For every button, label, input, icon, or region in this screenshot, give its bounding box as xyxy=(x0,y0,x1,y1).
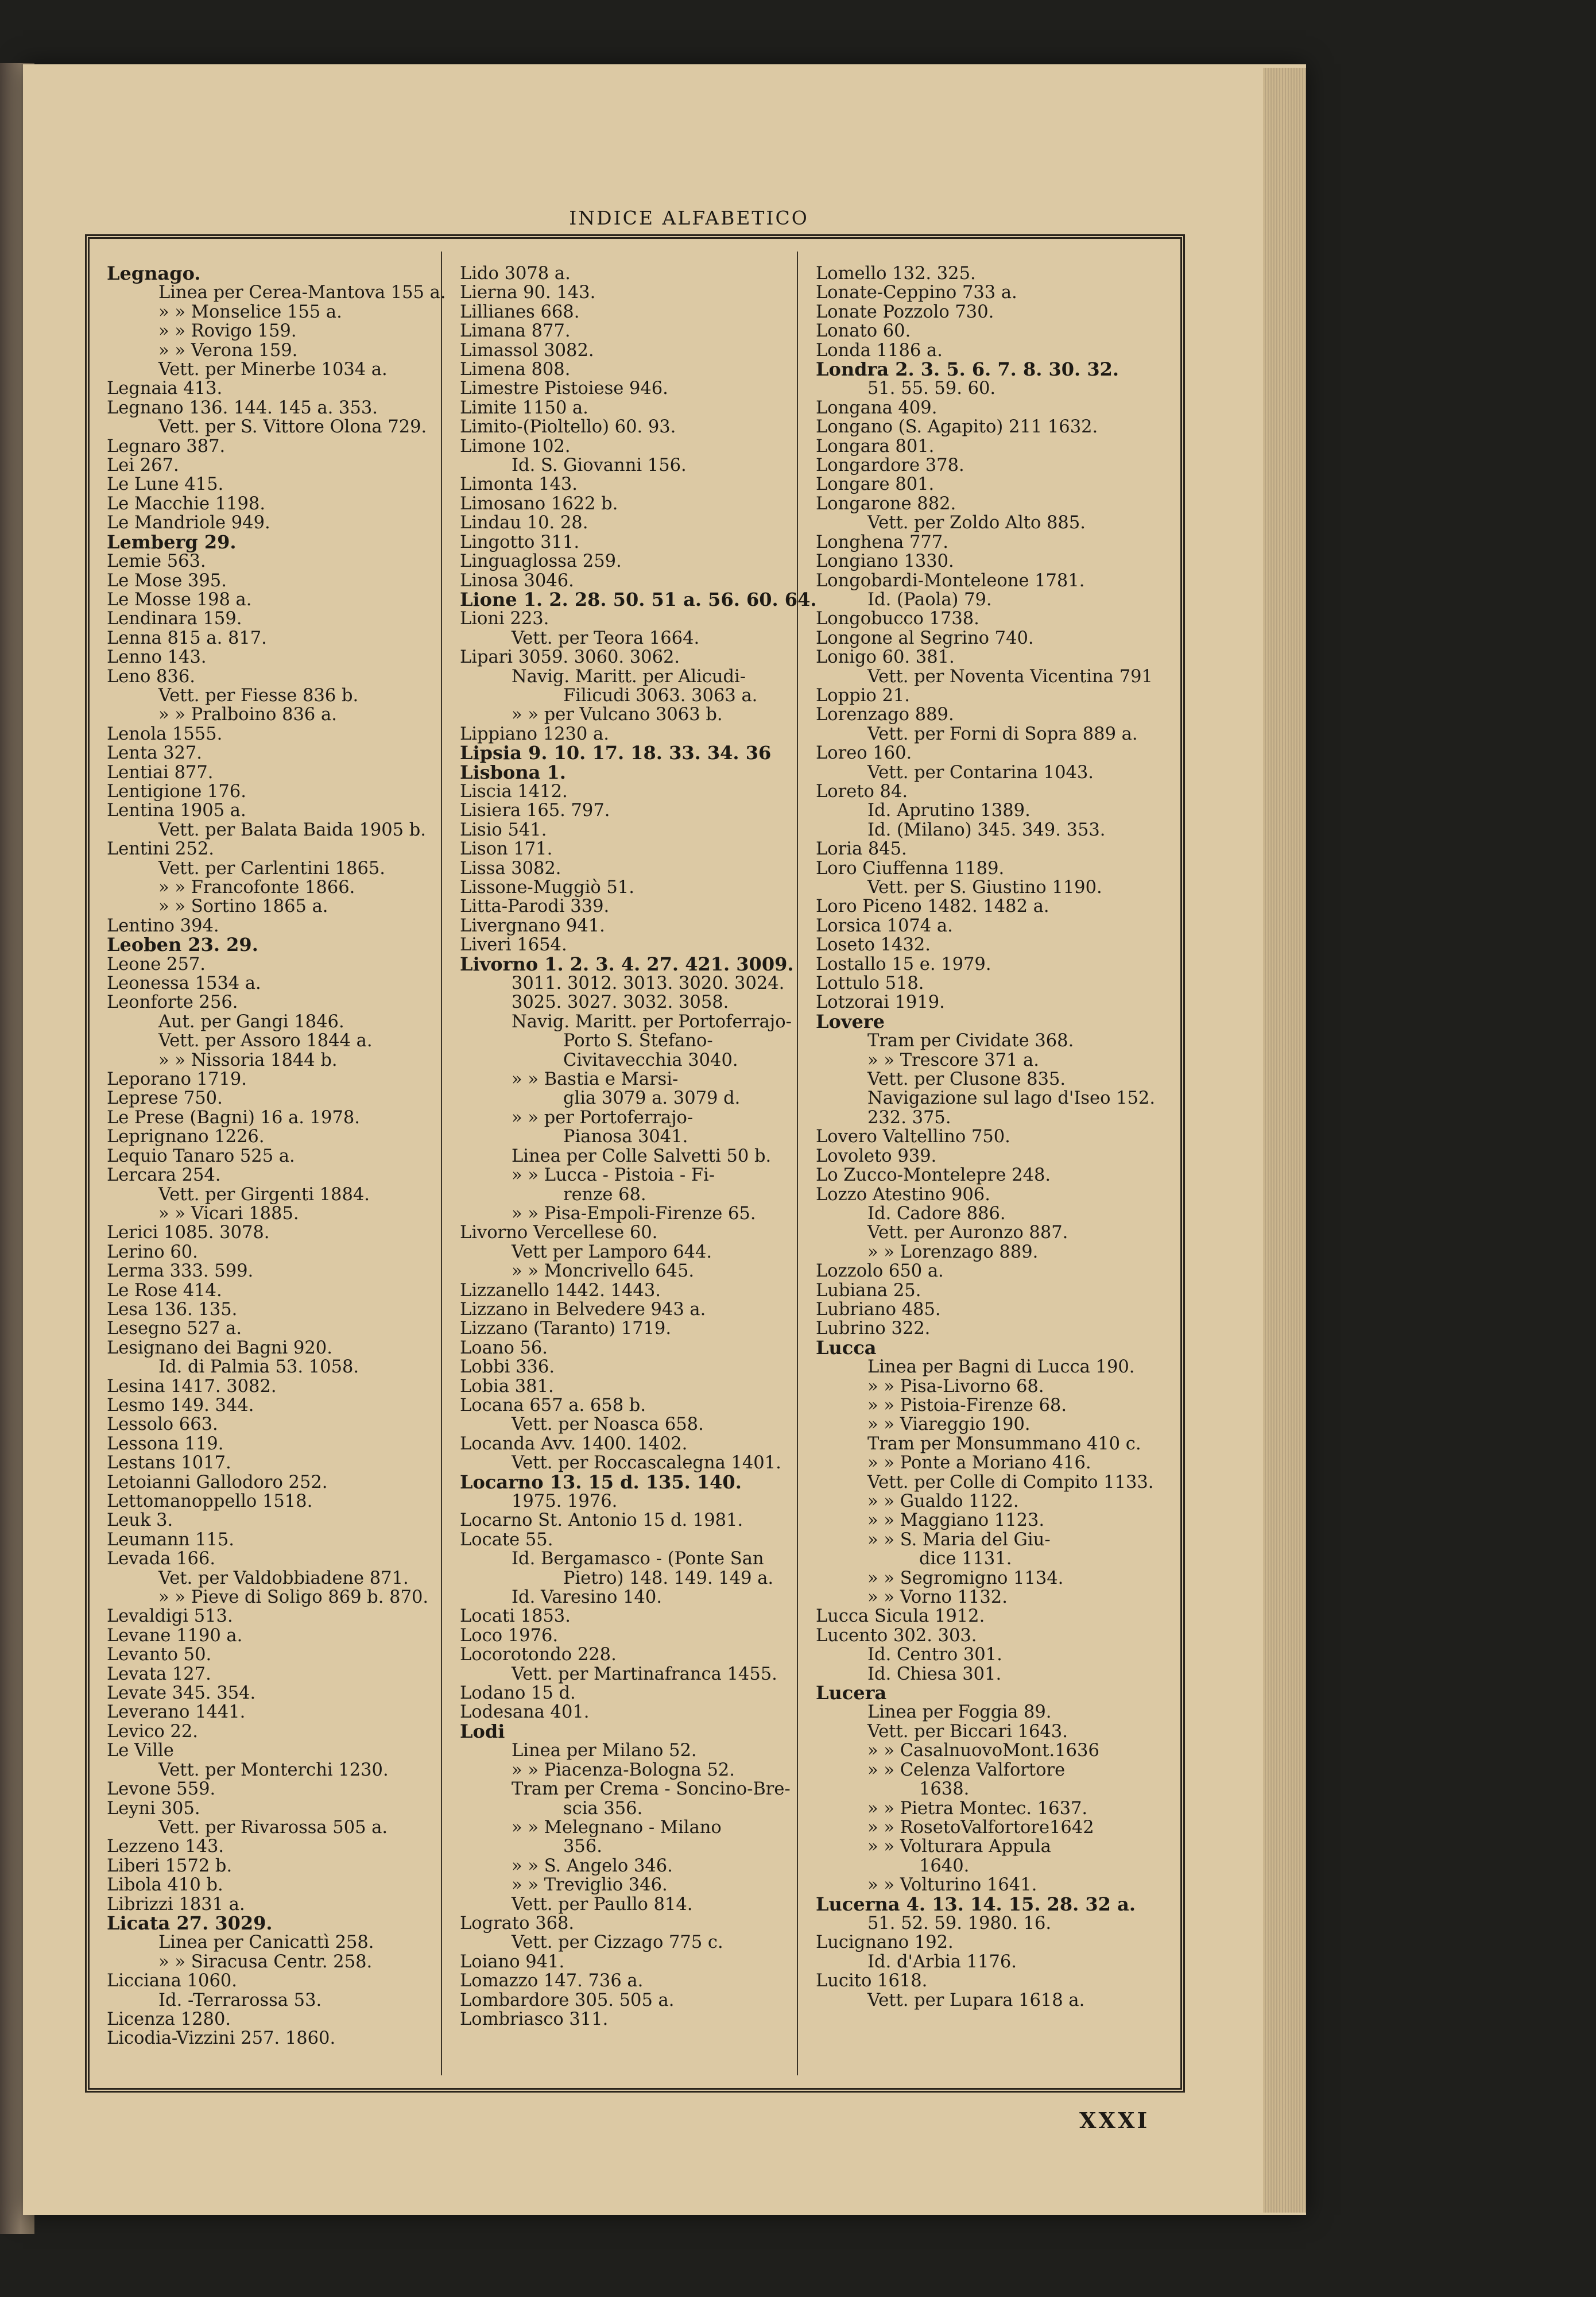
index-entry: Vett. per Zoldo Alto 885. xyxy=(867,513,1086,533)
index-entry: Linea per Milano 52. xyxy=(512,1741,697,1761)
index-entry: Legnaia 413. xyxy=(107,378,223,399)
page-number: XXXI xyxy=(1079,2107,1150,2133)
index-entry: Lostallo 15 e. 1979. xyxy=(816,954,991,975)
index-entry: Lestans 1017. xyxy=(107,1453,231,1474)
index-headword: Leoben 23. 29. xyxy=(107,934,258,956)
index-entry: Lisio 541. xyxy=(460,819,547,840)
index-entry: Le Mosse 198 a. xyxy=(107,589,252,610)
index-entry: Locorotondo 228. xyxy=(460,1645,617,1665)
index-entry: Loro Ciuffenna 1189. xyxy=(816,858,1005,879)
index-entry: » » Volturino 1641. xyxy=(867,1875,1037,1896)
index-entry: Lesignano dei Bagni 920. xyxy=(107,1337,332,1358)
index-entry: Pianosa 3041. xyxy=(563,1127,688,1147)
index-entry: Vett. per Noventa Vicentina 791 xyxy=(867,666,1153,687)
index-entry: » » RosetoValfortore1642 xyxy=(867,1817,1094,1838)
index-headword: Lovere xyxy=(816,1010,885,1033)
index-entry: Longobucco 1738. xyxy=(816,609,979,629)
index-entry: Linea per Foggia 89. xyxy=(867,1702,1052,1723)
index-entry: Lingotto 311. xyxy=(460,532,580,552)
index-entry: Litta-Parodi 339. xyxy=(460,896,610,917)
index-entry: Lentiai 877. xyxy=(107,762,214,783)
index-entry: Loppio 21. xyxy=(816,685,910,706)
index-entry: Vett. per Biccari 1643. xyxy=(867,1721,1068,1742)
index-entry: Le Mandriole 949. xyxy=(107,513,270,533)
index-entry: Id. S. Giovanni 156. xyxy=(512,455,687,476)
index-entry: » » Siracusa Centr. 258. xyxy=(158,1951,373,1972)
index-entry: Libola 410 b. xyxy=(107,1875,223,1896)
index-entry: Lucca Sicula 1912. xyxy=(816,1606,985,1627)
index-entry: Le Lune 415. xyxy=(107,474,224,495)
index-entry: Leonforte 256. xyxy=(107,992,238,1013)
index-entry: Limosano 1622 b. xyxy=(460,493,618,514)
index-entry: » » Bastia e Marsi- xyxy=(512,1069,679,1090)
index-entry: Leprignano 1226. xyxy=(107,1127,265,1147)
index-entry: Licciana 1060. xyxy=(107,1971,237,1991)
index-entry: Vett. per Contarina 1043. xyxy=(867,762,1094,783)
index-entry: Longobardi-Monteleone 1781. xyxy=(816,570,1085,591)
index-entry: Lotzorai 1919. xyxy=(816,992,945,1013)
index-entry: Longare 801. xyxy=(816,474,935,495)
index-entry: Id. Aprutino 1389. xyxy=(867,801,1031,821)
index-entry: Vett. per Forni di Sopra 889 a. xyxy=(867,724,1138,744)
index-entry: Levada 166. xyxy=(107,1549,216,1569)
index-headword: Lucca xyxy=(816,1336,877,1359)
index-entry: Lierna 90. 143. xyxy=(460,283,596,303)
index-headword: Lucerna 4. 13. 14. 15. 28. 32 a. xyxy=(816,1893,1136,1915)
index-entry: » » Lucca - Pistoia - Fi- xyxy=(512,1165,715,1186)
index-entry: Lesa 136. 135. xyxy=(107,1299,238,1320)
index-entry: Lottulo 518. xyxy=(816,973,924,994)
index-entry: » » Pistoia-Firenze 68. xyxy=(867,1395,1067,1416)
index-entry: Lequio Tanaro 525 a. xyxy=(107,1146,295,1166)
index-entry: Limena 808. xyxy=(460,359,571,380)
index-entry: Lendinara 159. xyxy=(107,609,242,629)
index-entry: Navig. Maritt. per Alicudi- xyxy=(512,666,746,687)
index-entry: Lezzeno 143. xyxy=(107,1836,224,1857)
index-entry: Lo Zucco-Montelepre 248. xyxy=(816,1165,1051,1186)
index-entry: » » Francofonte 1866. xyxy=(158,877,355,898)
index-entry: Lodesana 401. xyxy=(460,1702,590,1723)
index-entry: Vett per Lamporo 644. xyxy=(512,1242,712,1262)
index-entry: Locati 1853. xyxy=(460,1606,571,1627)
index-entry: Le Macchie 1198. xyxy=(107,493,266,514)
index-entry: » » Pietra Montec. 1637. xyxy=(867,1798,1088,1819)
index-entry: Londa 1186 a. xyxy=(816,340,943,361)
index-entry: Vett. per Roccascalegna 1401. xyxy=(512,1453,781,1474)
index-entry: Liscia 1412. xyxy=(460,781,568,802)
index-entry: » » Nissoria 1844 b. xyxy=(158,1050,338,1070)
index-entry: Librizzi 1831 a. xyxy=(107,1894,245,1915)
index-entry: Lessolo 663. xyxy=(107,1414,218,1435)
index-entry: Locarno St. Antonio 15 d. 1981. xyxy=(460,1510,743,1531)
index-entry: Lesmo 149. 344. xyxy=(107,1395,254,1416)
index-entry: Limito-(Pioltello) 60. 93. xyxy=(460,417,676,438)
index-column-2 xyxy=(460,264,817,2029)
index-headword: Licata 27. 3029. xyxy=(107,1912,273,1934)
running-head: INDICE ALFABETICO xyxy=(569,207,809,229)
index-entry: » » Vicari 1885. xyxy=(158,1203,299,1224)
index-entry: Id. Centro 301. xyxy=(867,1645,1002,1665)
index-entry: Lentina 1905 a. xyxy=(107,801,246,821)
index-entry: » » per Vulcano 3063 b. xyxy=(512,705,723,725)
index-entry: Lovero Valtellino 750. xyxy=(816,1127,1010,1147)
index-headword: Lisbona 1. xyxy=(460,761,566,783)
index-entry: Lentino 394. xyxy=(107,915,219,936)
index-entry: Vett. per Fiesse 836 b. xyxy=(158,685,359,706)
index-entry: » » Pisa-Empoli-Firenze 65. xyxy=(512,1203,756,1224)
index-entry: » » Treviglio 346. xyxy=(512,1875,668,1896)
index-entry: Lissa 3082. xyxy=(460,858,561,879)
index-entry: Longano (S. Agapito) 211 1632. xyxy=(816,417,1098,438)
index-entry: Vett. per Auronzo 887. xyxy=(867,1223,1068,1243)
index-entry: Vett. per Colle di Compito 1133. xyxy=(867,1472,1154,1492)
index-headword: Lione 1. 2. 28. 50. 51 a. 56. 60. 64. xyxy=(460,588,817,610)
index-entry: Loreto 84. xyxy=(816,781,908,802)
index-entry: Vett. per Assoro 1844 a. xyxy=(158,1031,373,1051)
index-entry: Le Prese (Bagni) 16 a. 1978. xyxy=(107,1107,360,1128)
index-entry: » » Segromigno 1134. xyxy=(867,1568,1064,1588)
index-entry: Vett. per Monterchi 1230. xyxy=(158,1760,389,1780)
index-entry: Lenola 1555. xyxy=(107,724,223,744)
index-entry: Loco 1976. xyxy=(460,1625,559,1646)
index-entry: » » Ponte a Moriano 416. xyxy=(867,1453,1091,1474)
index-entry: Levaldigi 513. xyxy=(107,1606,233,1627)
index-entry: Lerici 1085. 3078. xyxy=(107,1223,270,1243)
index-entry: Vett. per Carlentini 1865. xyxy=(158,858,385,879)
index-entry: Lentini 252. xyxy=(107,839,214,860)
index-entry: Lippiano 1230 a. xyxy=(460,724,609,744)
index-entry: Lessona 119. xyxy=(107,1433,224,1454)
index-entry: Lucito 1618. xyxy=(816,1971,928,1991)
index-entry: Lizzanello 1442. 1443. xyxy=(460,1280,661,1301)
index-entry: Vett. per Martinafranca 1455. xyxy=(512,1664,777,1684)
index-entry: Porto S. Stefano- xyxy=(563,1031,713,1051)
page-stack-edge xyxy=(1263,68,1306,2213)
index-entry: » » Monselice 155 a. xyxy=(158,301,342,322)
index-entry: Lei 267. xyxy=(107,455,179,476)
index-entry: » » per Portoferrajo- xyxy=(512,1107,694,1128)
index-entry: Longone al Segrino 740. xyxy=(816,628,1034,648)
index-entry: Lissone-Muggiò 51. xyxy=(460,877,634,898)
index-entry: Limana 877. xyxy=(460,321,571,342)
index-entry: Aut. per Gangi 1846. xyxy=(158,1011,344,1032)
index-entry: » » S. Angelo 346. xyxy=(512,1855,673,1876)
index-entry: Locate 55. xyxy=(460,1529,553,1550)
index-entry: » » Pralboino 836 a. xyxy=(158,705,337,725)
index-entry: Id. Cadore 886. xyxy=(867,1203,1006,1224)
index-headword: Lipsia 9. 10. 17. 18. 33. 34. 36 xyxy=(460,742,772,764)
index-entry: » » Vorno 1132. xyxy=(867,1587,1008,1608)
index-entry: Lenno 143. xyxy=(107,647,207,668)
index-entry: Lettomanoppello 1518. xyxy=(107,1491,313,1511)
index-entry: Locanda Avv. 1400. 1402. xyxy=(460,1433,688,1454)
index-entry: Lorsica 1074 a. xyxy=(816,915,953,936)
index-entry: Id. Bergamasco - (Ponte San xyxy=(512,1549,764,1569)
index-entry: Vett. per Noasca 658. xyxy=(512,1414,704,1435)
index-headword: Lodi xyxy=(460,1720,505,1742)
index-entry: Levanto 50. xyxy=(107,1645,212,1665)
index-entry: Liberi 1572 b. xyxy=(107,1855,233,1876)
index-entry: Lomello 132. 325. xyxy=(816,264,976,284)
index-entry: Longiano 1330. xyxy=(816,551,954,572)
index-entry: Lonate Pozzolo 730. xyxy=(816,301,994,322)
index-entry: » » Celenza Valfortore xyxy=(867,1760,1066,1780)
index-entry: Vett. per Lupara 1618 a. xyxy=(867,1990,1085,2010)
index-entry: Lucento 302. 303. xyxy=(816,1625,977,1646)
index-entry: » » Verona 159. xyxy=(158,340,298,361)
index-entry: Lioni 223. xyxy=(460,609,549,629)
index-entry: Le Rose 414. xyxy=(107,1280,222,1301)
index-entry: Livergnano 941. xyxy=(460,915,605,936)
index-entry: Lillianes 668. xyxy=(460,301,580,322)
index-entry: Lenta 327. xyxy=(107,743,202,764)
index-entry: Vett. per Rivarossa 505 a. xyxy=(158,1817,388,1838)
index-entry: Legnaro 387. xyxy=(107,436,226,457)
index-entry: Limassol 3082. xyxy=(460,340,594,361)
index-entry: » » Sortino 1865 a. xyxy=(158,896,328,917)
index-entry: Lerma 333. 599. xyxy=(107,1261,254,1282)
index-entry: » » Pieve di Soligo 869 b. 870. xyxy=(158,1587,429,1608)
index-entry: Linea per Canicattì 258. xyxy=(158,1932,374,1953)
index-entry: Lobia 381. xyxy=(460,1376,554,1397)
index-entry: Longana 409. xyxy=(816,397,938,418)
index-entry: Leyni 305. xyxy=(107,1798,200,1819)
index-headword: Livorno 1. 2. 3. 4. 27. 421. 3009. xyxy=(460,953,794,975)
index-entry: Licodia-Vizzini 257. 1860. xyxy=(107,2028,336,2049)
index-entry: » » Melegnano - Milano xyxy=(512,1817,722,1838)
index-entry: Loreo 160. xyxy=(816,743,912,764)
index-entry: Id. d'Arbia 1176. xyxy=(867,1951,1017,1972)
index-entry: Id. (Milano) 345. 349. 353. xyxy=(867,819,1106,840)
index-entry: Levone 559. xyxy=(107,1779,216,1800)
index-entry: Lisiera 165. 797. xyxy=(460,801,610,821)
index-entry: Lipari 3059. 3060. 3062. xyxy=(460,647,680,668)
index-entry: Pietro) 148. 149. 149 a. xyxy=(563,1568,774,1588)
index-entry: Levane 1190 a. xyxy=(107,1625,243,1646)
index-entry: Tram per Cividate 368. xyxy=(867,1031,1074,1051)
index-entry: Leno 836. xyxy=(107,666,195,687)
index-entry: 51. 52. 59. 1980. 16. xyxy=(867,1913,1052,1933)
index-entry: Lizzano (Taranto) 1719. xyxy=(460,1318,672,1339)
index-entry: Vett. per S. Vittore Olona 729. xyxy=(158,417,427,438)
index-entry: Navig. Maritt. per Portoferrajo- xyxy=(512,1011,792,1032)
index-entry: Lozzolo 650 a. xyxy=(816,1261,944,1282)
index-entry: Vett. per Girgenti 1884. xyxy=(158,1184,370,1205)
index-entry: Longara 801. xyxy=(816,436,935,457)
index-entry: Lison 171. xyxy=(460,839,553,860)
index-entry: Longhena 777. xyxy=(816,532,948,552)
index-entry: Leprese 750. xyxy=(107,1088,223,1109)
index-entry: Longardore 378. xyxy=(816,455,964,476)
index-entry: Lubrino 322. xyxy=(816,1318,931,1339)
index-entry: » » S. Maria del Giu- xyxy=(867,1529,1051,1550)
index-entry: Le Ville xyxy=(107,1741,174,1761)
index-entry: Lombriasco 311. xyxy=(460,2009,609,2029)
index-entry: Linguaglossa 259. xyxy=(460,551,622,572)
index-entry: Limone 102. xyxy=(460,436,571,457)
index-entry: Lemie 563. xyxy=(107,551,206,572)
index-entry: » » Gualdo 1122. xyxy=(867,1491,1019,1511)
index-entry: Navigazione sul lago d'Iseo 152. xyxy=(867,1088,1156,1109)
index-entry: Lubiana 25. xyxy=(816,1280,921,1301)
index-entry: Le Mose 395. xyxy=(107,570,227,591)
index-entry: » » Rovigo 159. xyxy=(158,321,297,342)
index-entry: Lubriano 485. xyxy=(816,1299,941,1320)
index-entry: glia 3079 a. 3079 d. xyxy=(563,1088,741,1109)
index-entry: Id. -Terrarossa 53. xyxy=(158,1990,322,2010)
index-headword: Legnago. xyxy=(107,262,201,284)
index-entry: Levata 127. xyxy=(107,1664,211,1684)
index-entry: Liveri 1654. xyxy=(460,935,567,956)
index-entry: » » Maggiano 1123. xyxy=(867,1510,1045,1531)
index-entry: Loseto 1432. xyxy=(816,935,931,956)
index-entry: Lerino 60. xyxy=(107,1242,198,1262)
index-frame xyxy=(85,234,1185,2093)
index-entry: Vett. per Minerbe 1034 a. xyxy=(158,359,388,380)
index-entry: Licenza 1280. xyxy=(107,2009,231,2029)
index-entry: Leporano 1719. xyxy=(107,1069,247,1090)
index-entry: Lercara 254. xyxy=(107,1165,221,1186)
index-entry: Lozzo Atestino 906. xyxy=(816,1184,990,1205)
index-entry: » » Trescore 371 a. xyxy=(867,1050,1039,1070)
index-entry: Lesegno 527 a. xyxy=(107,1318,242,1339)
index-entry: 3025. 3027. 3032. 3058. xyxy=(512,992,729,1013)
index-entry: Letoianni Gallodoro 252. xyxy=(107,1472,328,1492)
index-entry: Lonato 60. xyxy=(816,321,911,342)
index-entry: 51. 55. 59. 60. xyxy=(867,378,996,399)
index-entry: Vett. per Clusone 835. xyxy=(867,1069,1066,1090)
index-entry: Limestre Pistoiese 946. xyxy=(460,378,668,399)
index-entry: Civitavecchia 3040. xyxy=(563,1050,738,1070)
index-headword: Lucera xyxy=(816,1682,887,1704)
index-entry: » » Piacenza-Bologna 52. xyxy=(512,1760,735,1780)
index-entry: 1975. 1976. xyxy=(512,1491,618,1511)
index-entry: Id. Varesino 140. xyxy=(512,1587,663,1608)
index-entry: Filicudi 3063. 3063 a. xyxy=(563,685,758,706)
index-entry: Lido 3078 a. xyxy=(460,264,571,284)
index-entry: Legnano 136. 144. 145 a. 353. xyxy=(107,397,378,418)
index-entry: Lorenzago 889. xyxy=(816,705,954,725)
index-entry: Tram per Monsummano 410 c. xyxy=(867,1433,1141,1454)
index-entry: Leverano 1441. xyxy=(107,1702,246,1723)
index-entry: Levate 345. 354. xyxy=(107,1683,256,1704)
index-entry: Id. (Paola) 79. xyxy=(867,589,992,610)
index-entry: Lonate-Ceppino 733 a. xyxy=(816,283,1017,303)
index-entry: Limonta 143. xyxy=(460,474,578,495)
index-entry: Linea per Colle Salvetti 50 b. xyxy=(512,1146,772,1166)
index-entry: » » Volturara Appula xyxy=(867,1836,1051,1857)
index-entry: Lombardore 305. 505 a. xyxy=(460,1990,675,2010)
index-entry: » » CasalnuovoMont.1636 xyxy=(867,1741,1099,1761)
index-entry: Loiano 941. xyxy=(460,1951,565,1972)
index-entry: Lesina 1417. 3082. xyxy=(107,1376,277,1397)
index-entry: » » Pisa-Livorno 68. xyxy=(867,1376,1044,1397)
index-entry: Lindau 10. 28. xyxy=(460,513,588,533)
index-entry: Longarone 882. xyxy=(816,493,956,514)
index-entry: Vett. per Balata Baida 1905 b. xyxy=(158,819,426,840)
index-entry: Id. Chiesa 301. xyxy=(867,1664,1002,1684)
index-entry: Linea per Cerea-Mantova 155 a. xyxy=(158,283,446,303)
index-entry: » » Viareggio 190. xyxy=(867,1414,1031,1435)
index-entry: Leumann 115. xyxy=(107,1529,234,1550)
index-entry: Limite 1150 a. xyxy=(460,397,588,418)
index-entry: dice 1131. xyxy=(919,1549,1012,1569)
index-entry: 1638. xyxy=(919,1779,970,1800)
index-entry: Vett. per Teora 1664. xyxy=(512,628,700,648)
index-entry: Vet. per Valdobbiadene 871. xyxy=(158,1568,409,1588)
index-entry: 1640. xyxy=(919,1855,970,1876)
index-entry: » » Lorenzago 889. xyxy=(867,1242,1039,1262)
index-entry: Lodano 15 d. xyxy=(460,1683,576,1704)
index-entry: scia 356. xyxy=(563,1798,643,1819)
index-entry: Leone 257. xyxy=(107,954,206,975)
index-entry: Loano 56. xyxy=(460,1337,548,1358)
index-entry: 232. 375. xyxy=(867,1107,951,1128)
index-entry: Tram per Crema - Soncino-Bre- xyxy=(512,1779,791,1800)
index-entry: Leonessa 1534 a. xyxy=(107,973,261,994)
index-entry: Leuk 3. xyxy=(107,1510,173,1531)
index-entry: Linosa 3046. xyxy=(460,570,574,591)
index-entry: Lentigione 176. xyxy=(107,781,246,802)
index-entry: Loria 845. xyxy=(816,839,907,860)
index-entry: Lograto 368. xyxy=(460,1913,575,1933)
index-entry: renze 68. xyxy=(563,1184,646,1205)
index-entry: Lizzano in Belvedere 943 a. xyxy=(460,1299,706,1320)
index-headword: Londra 2. 3. 5. 6. 7. 8. 30. 32. xyxy=(816,358,1119,381)
index-entry: Vett. per Cizzago 775 c. xyxy=(512,1932,723,1953)
index-entry: 3011. 3012. 3013. 3020. 3024. xyxy=(512,973,785,994)
index-entry: Lobbi 336. xyxy=(460,1357,555,1378)
index-entry: Vett. per Paullo 814. xyxy=(512,1894,693,1915)
index-entry: Vett. per S. Giustino 1190. xyxy=(867,877,1102,898)
index-entry: Lomazzo 147. 736 a. xyxy=(460,1971,644,1991)
index-entry: 356. xyxy=(563,1836,602,1857)
index-column-1 xyxy=(107,264,451,2048)
index-entry: Id. di Palmia 53. 1058. xyxy=(158,1357,359,1378)
index-headword: Locarno 13. 15 d. 135. 140. xyxy=(460,1471,742,1493)
index-entry: Lenna 815 a. 817. xyxy=(107,628,267,648)
index-entry: Levico 22. xyxy=(107,1721,198,1742)
index-entry: » » Moncrivello 645. xyxy=(512,1261,695,1282)
index-entry: Locana 657 a. 658 b. xyxy=(460,1395,646,1416)
index-entry: Linea per Bagni di Lucca 190. xyxy=(867,1357,1135,1378)
index-headword: Lemberg 29. xyxy=(107,531,237,553)
index-column-3 xyxy=(816,264,1160,2010)
index-entry: Lovoleto 939. xyxy=(816,1146,937,1166)
index-entry: Lonigo 60. 381. xyxy=(816,647,955,668)
index-entry: Livorno Vercellese 60. xyxy=(460,1223,658,1243)
index-entry: Lucignano 192. xyxy=(816,1932,954,1953)
index-entry: Loro Piceno 1482. 1482 a. xyxy=(816,896,1049,917)
